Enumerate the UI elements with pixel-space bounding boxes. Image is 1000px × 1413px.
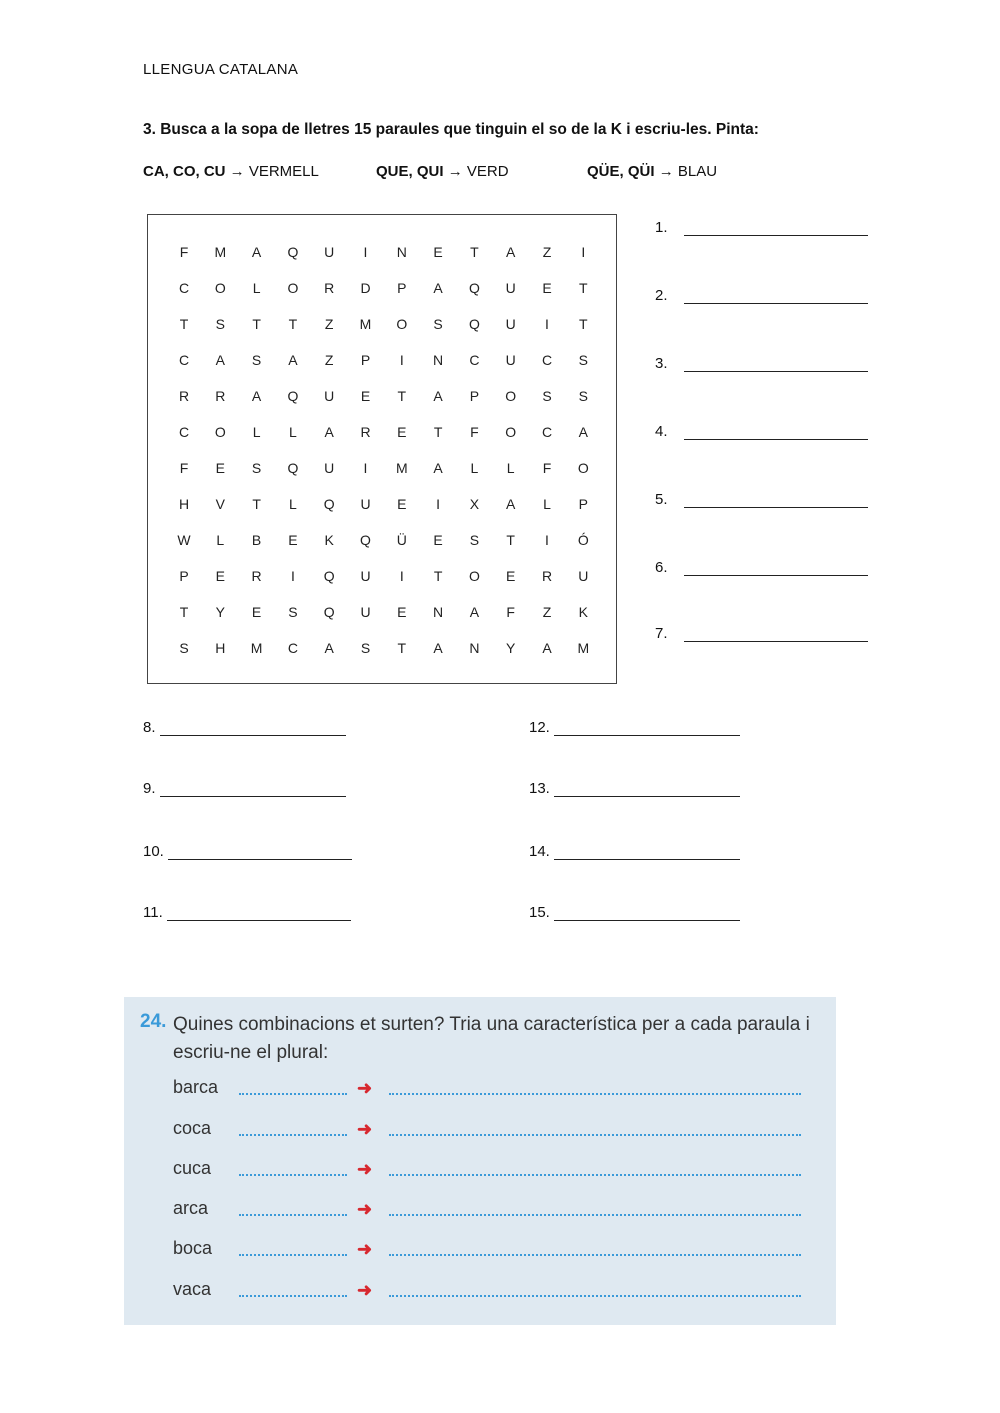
arrow-right-icon: ➜ bbox=[357, 1159, 373, 1179]
grid-letter[interactable]: M bbox=[250, 640, 263, 656]
grid-letter[interactable]: C bbox=[178, 280, 190, 296]
grid-letter[interactable]: E bbox=[215, 460, 225, 476]
grid-letter[interactable]: P bbox=[578, 496, 588, 512]
grid-letter[interactable]: S bbox=[578, 352, 588, 368]
grid-letter[interactable]: I bbox=[436, 496, 441, 512]
grid-letter[interactable]: U bbox=[324, 460, 335, 476]
grid-letter[interactable]: S bbox=[179, 640, 189, 656]
grid-letter[interactable]: L bbox=[506, 460, 515, 476]
grid-letter[interactable]: B bbox=[251, 532, 262, 548]
answer-line[interactable]: 15. bbox=[529, 904, 740, 921]
grid-letter[interactable]: A bbox=[251, 388, 262, 404]
grid-letter[interactable]: S bbox=[578, 388, 588, 404]
grid-letter[interactable]: A bbox=[433, 280, 443, 296]
exercise-row bbox=[173, 1158, 813, 1184]
characteristic-blank[interactable] bbox=[239, 1093, 347, 1095]
exercise-word: arca bbox=[173, 1198, 209, 1218]
grid-letter[interactable]: U bbox=[324, 388, 335, 404]
grid-letter[interactable]: E bbox=[542, 280, 552, 296]
grid-letter[interactable]: A bbox=[506, 496, 516, 512]
answer-line[interactable]: 8. bbox=[143, 719, 346, 736]
grid-letter[interactable]: A bbox=[324, 424, 334, 440]
grid-letter[interactable]: S bbox=[288, 604, 298, 620]
grid-letter[interactable]: C bbox=[287, 640, 298, 656]
grid-letter[interactable]: T bbox=[179, 316, 189, 332]
grid-letter[interactable]: R bbox=[541, 568, 553, 584]
grid-letter[interactable]: S bbox=[360, 640, 371, 656]
exercise-word: vaca bbox=[173, 1279, 212, 1299]
grid-letter[interactable]: N bbox=[469, 640, 480, 656]
plural-blank[interactable] bbox=[389, 1214, 801, 1216]
exercise-24-panel bbox=[124, 997, 836, 1325]
answer-line[interactable]: 10. bbox=[143, 843, 352, 860]
grid-letter[interactable]: Ó bbox=[577, 532, 589, 548]
grid-letter[interactable]: A bbox=[433, 388, 443, 404]
grid-letter[interactable]: I bbox=[545, 316, 549, 332]
plural-blank[interactable] bbox=[389, 1295, 801, 1297]
arrow-right-icon: ➜ bbox=[357, 1280, 373, 1300]
grid-letter[interactable]: Z bbox=[324, 352, 334, 368]
grid-letter[interactable]: E bbox=[288, 532, 298, 548]
answer-line[interactable]: 7. bbox=[655, 625, 868, 642]
answer-line[interactable]: 9. bbox=[143, 780, 346, 797]
grid-letter[interactable]: T bbox=[433, 568, 443, 584]
grid-letter[interactable]: F bbox=[179, 244, 189, 260]
exercise-row bbox=[173, 1077, 813, 1103]
grid-letter[interactable]: U bbox=[505, 316, 516, 332]
grid-letter[interactable]: L bbox=[216, 532, 225, 548]
grid-letter[interactable]: F bbox=[542, 460, 552, 476]
grid-letter[interactable]: T bbox=[579, 280, 588, 296]
grid-letter[interactable]: F bbox=[179, 460, 189, 476]
grid-letter[interactable]: P bbox=[469, 388, 480, 404]
grid-letter[interactable]: R bbox=[215, 388, 226, 404]
answer-line[interactable]: 1. bbox=[655, 219, 868, 236]
grid-letter[interactable]: U bbox=[324, 244, 335, 260]
grid-letter[interactable]: H bbox=[178, 496, 190, 512]
grid-letter[interactable]: Q bbox=[468, 280, 480, 296]
grid-letter[interactable]: T bbox=[397, 640, 407, 656]
plural-blank[interactable] bbox=[389, 1254, 801, 1256]
grid-letter[interactable]: N bbox=[433, 604, 444, 620]
grid-letter[interactable]: I bbox=[545, 532, 549, 548]
grid-letter[interactable]: P bbox=[360, 352, 371, 368]
grid-letter[interactable]: T bbox=[288, 316, 298, 332]
grid-letter[interactable]: A bbox=[542, 640, 552, 656]
exercise-word: boca bbox=[173, 1238, 213, 1258]
grid-letter[interactable]: Q bbox=[287, 388, 299, 404]
subject-title: LLENGUA CATALANA bbox=[143, 61, 299, 78]
grid-letter[interactable]: C bbox=[178, 424, 190, 440]
grid-letter[interactable]: A bbox=[433, 460, 443, 476]
grid-letter[interactable]: Y bbox=[215, 604, 225, 620]
grid-letter[interactable]: L bbox=[288, 424, 297, 440]
grid-letter[interactable]: S bbox=[469, 532, 480, 548]
grid-letter[interactable]: M bbox=[214, 244, 227, 260]
grid-letter[interactable]: C bbox=[541, 424, 553, 440]
grid-letter[interactable]: X bbox=[469, 496, 480, 512]
answer-line[interactable]: 4. bbox=[655, 423, 868, 440]
grid-letter[interactable]: T bbox=[506, 532, 515, 548]
exercise-number: 24. bbox=[140, 1011, 167, 1032]
arrow-right-icon: ➜ bbox=[357, 1239, 373, 1259]
exercise-row bbox=[173, 1238, 813, 1264]
answer-line[interactable]: 5. bbox=[655, 491, 868, 508]
grid-letter[interactable]: F bbox=[470, 424, 479, 440]
exercise-prompt: Quines combinacions et surten? Tria una característica per a cada paraula i escriu-ne el plural: bbox=[173, 1014, 810, 1063]
grid-letter[interactable]: T bbox=[179, 604, 189, 620]
grid-letter[interactable]: E bbox=[397, 424, 407, 440]
grid-letter[interactable]: E bbox=[506, 568, 516, 584]
grid-letter[interactable]: M bbox=[359, 316, 372, 332]
grid-letter[interactable]: T bbox=[579, 316, 588, 332]
grid-letter[interactable]: L bbox=[252, 424, 261, 440]
arrow-right-icon: ➜ bbox=[357, 1199, 373, 1219]
grid-letter[interactable]: N bbox=[433, 352, 444, 368]
exercise-row bbox=[173, 1279, 813, 1305]
grid-letter[interactable]: U bbox=[360, 604, 371, 620]
grid-letter[interactable]: O bbox=[287, 280, 299, 296]
grid-letter[interactable]: F bbox=[506, 604, 515, 620]
grid-letter[interactable]: E bbox=[215, 568, 225, 584]
grid-letter[interactable]: U bbox=[578, 568, 589, 584]
grid-letter[interactable]: Q bbox=[323, 496, 335, 512]
characteristic-blank[interactable] bbox=[239, 1134, 347, 1136]
grid-letter[interactable]: S bbox=[433, 316, 443, 332]
grid-letter[interactable]: I bbox=[399, 568, 404, 584]
exercise-row bbox=[173, 1198, 813, 1224]
grid-letter[interactable]: Ü bbox=[396, 532, 407, 548]
grid-letter[interactable]: O bbox=[214, 280, 226, 296]
answer-line[interactable]: 12. bbox=[529, 719, 740, 736]
grid-letter[interactable]: R bbox=[178, 388, 190, 404]
plural-blank[interactable] bbox=[389, 1134, 801, 1136]
grid-letter[interactable]: T bbox=[252, 316, 261, 332]
grid-letter[interactable]: O bbox=[214, 424, 226, 440]
exercise-word: barca bbox=[173, 1077, 219, 1097]
word-search-grid[interactable] bbox=[147, 214, 617, 684]
grid-letter[interactable]: Y bbox=[506, 640, 516, 656]
grid-letter[interactable]: S bbox=[542, 388, 552, 404]
grid-letter[interactable]: O bbox=[396, 316, 408, 332]
grid-letter[interactable]: P bbox=[397, 280, 407, 296]
grid-letter[interactable]: L bbox=[252, 280, 261, 296]
grid-letter[interactable]: W bbox=[177, 532, 191, 548]
grid-letter[interactable]: R bbox=[251, 568, 262, 584]
grid-letter[interactable]: Z bbox=[542, 244, 552, 260]
grid-letter[interactable]: O bbox=[577, 460, 589, 476]
characteristic-blank[interactable] bbox=[239, 1295, 347, 1297]
plural-blank[interactable] bbox=[389, 1174, 801, 1176]
grid-letter[interactable]: P bbox=[179, 568, 189, 584]
color-legend bbox=[143, 163, 843, 185]
grid-letter[interactable]: E bbox=[360, 388, 371, 404]
exercise-word: cuca bbox=[173, 1158, 212, 1178]
grid-letter[interactable]: K bbox=[324, 532, 334, 548]
grid-letter[interactable]: I bbox=[363, 460, 368, 476]
instruction-text: 3. Busca a la sopa de lletres 15 paraules que tinguin el so de la K i escriu-les. Pinta: bbox=[143, 121, 759, 138]
grid-letter[interactable]: H bbox=[215, 640, 226, 656]
grid-letter[interactable]: M bbox=[577, 640, 590, 656]
grid-letter[interactable]: T bbox=[433, 424, 443, 440]
answer-line[interactable]: 6. bbox=[655, 559, 868, 576]
grid-letter[interactable]: A bbox=[578, 424, 588, 440]
grid-letter[interactable]: Z bbox=[542, 604, 552, 620]
answer-line[interactable]: 13. bbox=[529, 780, 740, 797]
grid-letter[interactable]: C bbox=[178, 352, 190, 368]
characteristic-blank[interactable] bbox=[239, 1254, 347, 1256]
characteristic-blank[interactable] bbox=[239, 1174, 347, 1176]
grid-letter[interactable]: S bbox=[251, 352, 262, 368]
arrow-right-icon: ➜ bbox=[357, 1078, 373, 1098]
grid-letter[interactable]: Q bbox=[323, 604, 335, 620]
grid-letter[interactable]: E bbox=[251, 604, 262, 620]
answer-line[interactable]: 14. bbox=[529, 843, 740, 860]
grid-letter[interactable]: I bbox=[581, 244, 586, 260]
grid-letter[interactable]: I bbox=[399, 352, 404, 368]
grid-letter[interactable]: C bbox=[541, 352, 553, 368]
grid-letter[interactable]: Q bbox=[287, 460, 299, 476]
legend-item-red: CA, CO, CU → VERMELL bbox=[143, 163, 319, 180]
grid-letter[interactable]: A bbox=[215, 352, 225, 368]
grid-letter[interactable]: Q bbox=[323, 568, 335, 584]
grid-letter[interactable]: I bbox=[363, 244, 368, 260]
grid-letter[interactable]: C bbox=[469, 352, 480, 368]
arrow-right-icon: ➜ bbox=[357, 1119, 373, 1139]
grid-letter[interactable]: Q bbox=[287, 244, 299, 260]
grid-letter[interactable]: A bbox=[469, 604, 480, 620]
grid-letter[interactable]: K bbox=[578, 604, 588, 620]
grid-letter[interactable]: A bbox=[288, 352, 298, 368]
grid-letter[interactable]: V bbox=[215, 496, 225, 512]
grid-letter[interactable]: O bbox=[505, 388, 517, 404]
grid-letter[interactable]: L bbox=[543, 496, 551, 512]
grid-letter[interactable]: N bbox=[396, 244, 407, 260]
grid-letter[interactable]: S bbox=[251, 460, 262, 476]
grid-letter[interactable]: M bbox=[395, 460, 408, 476]
grid-letter[interactable]: E bbox=[433, 532, 443, 548]
answer-line[interactable]: 11. bbox=[143, 904, 351, 921]
characteristic-blank[interactable] bbox=[239, 1214, 347, 1216]
grid-letter[interactable]: I bbox=[290, 568, 295, 584]
grid-letter[interactable]: U bbox=[360, 496, 371, 512]
grid-letter[interactable]: A bbox=[251, 244, 262, 260]
grid-letter[interactable]: Q bbox=[360, 532, 371, 548]
grid-letter[interactable]: L bbox=[470, 460, 479, 476]
exercise-word: coca bbox=[173, 1118, 212, 1138]
grid-letter[interactable]: D bbox=[360, 280, 371, 296]
exercise-row bbox=[173, 1118, 813, 1144]
grid-letter[interactable]: T bbox=[252, 496, 261, 512]
grid-letter[interactable]: U bbox=[505, 352, 516, 368]
grid-letter[interactable]: S bbox=[215, 316, 225, 332]
legend-item-green: QUE, QUI → VERD bbox=[376, 163, 509, 180]
grid-letter[interactable]: U bbox=[360, 568, 371, 584]
answer-line[interactable]: 3. bbox=[655, 355, 868, 372]
legend-item-blue: QÜE, QÜI → BLAU bbox=[587, 163, 718, 180]
grid-letter[interactable]: E bbox=[433, 244, 443, 260]
grid-letter[interactable]: R bbox=[324, 280, 335, 296]
plural-blank[interactable] bbox=[389, 1093, 801, 1095]
grid-letter[interactable]: A bbox=[324, 640, 334, 656]
grid-letter[interactable]: T bbox=[397, 388, 407, 404]
grid-letter[interactable]: Q bbox=[468, 316, 480, 332]
grid-letter[interactable]: U bbox=[505, 280, 516, 296]
grid-letter[interactable]: O bbox=[468, 568, 480, 584]
grid-letter[interactable]: E bbox=[397, 496, 407, 512]
grid-letter[interactable]: A bbox=[506, 244, 516, 260]
grid-letter[interactable]: T bbox=[470, 244, 479, 260]
grid-letter[interactable]: Z bbox=[324, 316, 334, 332]
grid-letter[interactable]: R bbox=[360, 424, 371, 440]
grid-letter[interactable]: L bbox=[288, 496, 297, 512]
grid-letter[interactable]: O bbox=[505, 424, 517, 440]
grid-letter[interactable]: A bbox=[433, 640, 443, 656]
answer-line[interactable]: 2. bbox=[655, 287, 868, 304]
grid-letter[interactable]: E bbox=[397, 604, 407, 620]
